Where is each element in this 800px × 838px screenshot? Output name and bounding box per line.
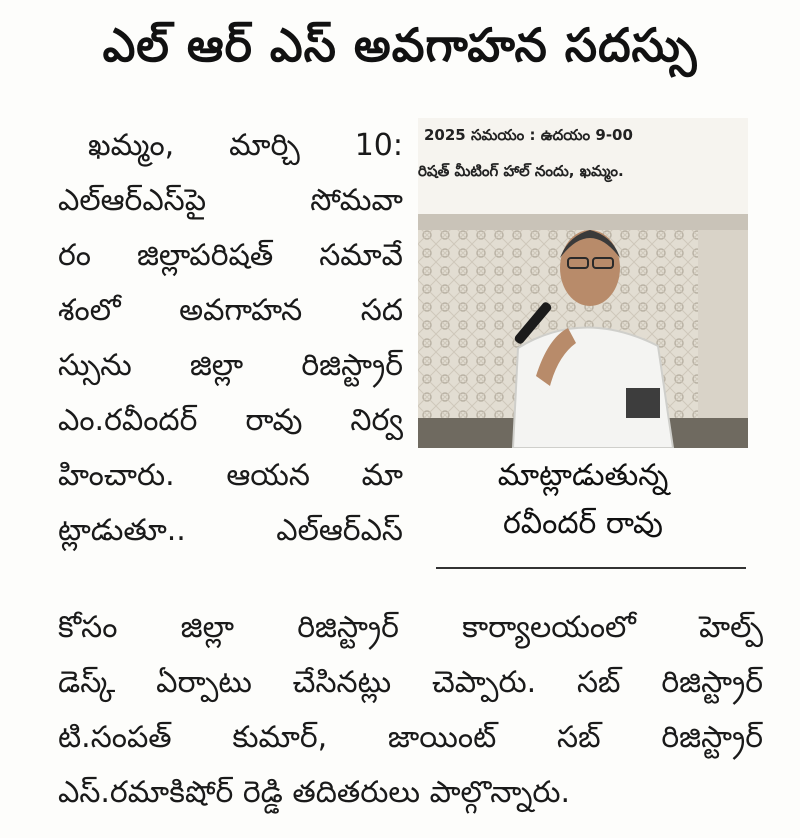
banner-text-line: 2025 సమయం : ఉదయం 9-00 [424, 126, 633, 144]
article-headline: ఎల్ ఆర్ ఎస్ అవగాహన సదస్సు [102, 18, 698, 72]
podium-microphone [626, 388, 660, 418]
photo-caption [418, 452, 748, 548]
body-line: ట్లాడుతూ.. ఎల్ఆర్ఎస్ [58, 513, 403, 548]
caption-line: మాట్లాడుతున్న [497, 458, 669, 493]
body-line: ఎం.రవీందర్ రావు నిర్వ [58, 403, 403, 438]
body-line: డెస్క్ ఏర్పాటు చేసినట్లు చెప్పారు. సబ్ రిజిస్ట్రార్ [58, 665, 763, 700]
body-line: ఎస్.రమాకిషోర్ రెడ్డి తదితరులు పాల్గొన్నారు. [58, 775, 571, 810]
speaker-shirt [513, 327, 673, 448]
body-line: టి.సంపత్ కుమార్, జాయింట్ సబ్ రిజిస్ట్రార్ [58, 720, 763, 755]
body-line: రం జిల్లాపరిషత్ సమావే [58, 238, 403, 273]
news-photo [418, 118, 748, 448]
body-line: శంలో అవగాహన సద [58, 293, 403, 328]
caption-divider [436, 567, 746, 569]
wall-panel [698, 230, 748, 448]
speaker-photo [418, 118, 748, 448]
caption-line: రవీందర్ రావు [503, 506, 663, 541]
article-body-full-width [58, 600, 763, 820]
body-line: ఎల్ఆర్ఎస్‌పై సోమవా [58, 183, 403, 218]
body-line: హించారు. ఆయన మా [58, 458, 403, 493]
body-line: స్సును జిల్లా రిజిస్ట్రార్ [58, 348, 403, 383]
article-body-left-column [58, 118, 403, 558]
body-line: కోసం జిల్లా రిజిస్ట్రార్ కార్యాలయంలో హెల్ప్ [58, 610, 763, 645]
body-line: ఖమ్మం, మార్చి 10: [88, 128, 403, 163]
banner-text-line: రిషత్ మీటింగ్ హాల్ నందు, ఖమ్మం. [418, 162, 624, 180]
